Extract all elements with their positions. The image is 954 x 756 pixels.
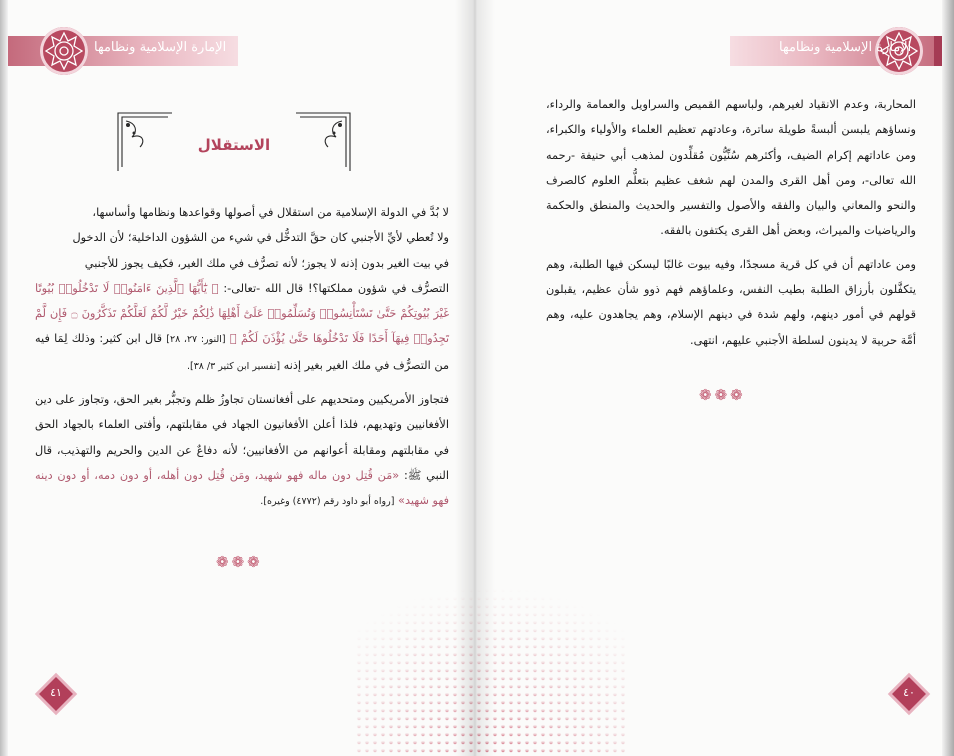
section-separator: ❁❁❁ [699, 386, 746, 404]
section-separator: ❁❁❁ [216, 553, 263, 571]
rosette-icon [40, 27, 88, 75]
chapter-title: الاستقلال [197, 136, 271, 154]
book-gutter-shadow [455, 0, 495, 756]
quran-verse: ﴿ يَٰٓأَيُّهَا ٱلَّذِينَ ءَامَنُوا۟ لَا تَدْخُلُوا۟ بُيُوتًا غَيْرَ بُيُوتِكُمْ حَتَّىٰ تَسْتَأْنِسُوا۟ وَتُسَلِّمُوا۟ عَلَىٰٓ أَهْلِهَا ذَٰلِكُمْ خَيْرٌ لَّكُمْ لَعَلَّكُمْ تَذَكَّرُونَ ۝ فَإِن لَّمْ تَجِدُوا۟ فِيهَآ أَحَدًا فَلَا تَدْخُلُوهَا حَتَّىٰ يُؤْذَنَ لَكُمْ ﴾ [35, 281, 450, 346]
paragraph: ومن عاداتهم أن في كل قرية مسجدًا، وفيه بيوت غالبًا ليسكن فيها الطلبة، وهم يتكفَّلون بأرزاق الطلبة بطيب النفس، وعلماؤهم فهم ذوو شأن عظيم، يقبلون قولهم في أمور دينهم، ولهم شدة في دينهم الإسلام، وهم يجاهدون عليه، وهم أمَّة حربية لا يدينون لسلطة الأجنبي عليهم، انتهى. [546, 257, 916, 347]
left-page [8, 0, 458, 756]
running-header: الإمارة الإسلامية ونظامها [94, 40, 227, 55]
header-tab [934, 36, 942, 66]
body-line: ولا تُعطي لأيِّ الأجنبي كان حقَّ التدخُّل في شيء من الشؤون الداخلية؛ لأن الدخول [72, 231, 449, 245]
page-number: ٤٠ [903, 686, 915, 699]
paragraph-text: فتجاوز الأمريكيين ومتحديهم على أفغانستان تجاوزُ ظلم وتجبُّر بغير الحق، وتجاوز على دين الأفغانيين وتهديهم، فلذا أعلن الأفغانيون الجهاد في مقابلتهم، وأفتى العلماء بالجهاد الحق في مقابلتهم ومقابلة أعوانهم من الأفغانيين؛ لأنه دفاعٌ عن الدين والحريم والتهذيب، قال النبي ﷺ: [35, 393, 449, 482]
right-page [497, 0, 942, 756]
body-line: لا بُدَّ في الدولة الإسلامية من استقلال في أصولها وقواعدها ونظامها وأساسها، [92, 206, 449, 219]
left-body-text [35, 200, 449, 515]
verse-paragraph [35, 276, 449, 379]
hadith-quote: «مَن قُتِل دون ماله فهو شهيد، ومَن قُتِل دون أهله، أو دون دمه، أو دون دينه فهو شهيد» [35, 468, 449, 508]
paragraph [35, 387, 449, 514]
ibn-kathir-quote: قال ابن كثير: وذلك لِمَا فيه من التصرُّف في ملك الغير بغير إذنه [35, 332, 449, 372]
page-edge-left [0, 0, 8, 756]
tafsir-citation: [تفسير ابن كثير ٣/ ٣٨]. [186, 360, 281, 372]
verse-citation: [النور: ٢٧، ٢٨] [166, 334, 226, 346]
title-frame [112, 107, 356, 173]
running-header: الإمارة الإسلامية ونظامها [779, 40, 912, 55]
body-line: في بيت الغير بدون إذنه لا يجوز؛ لأنه تصرُّف في ملك الغير، فكيف يجوز للأجنبي [84, 256, 449, 270]
right-body-text [546, 92, 916, 353]
hadith-citation: [رواه أبو داود رقم (٤٧٧٢) وغيره]. [260, 496, 395, 508]
page-number: ٤١ [50, 686, 62, 699]
paragraph: المحاربة، وعدم الانقياد لغيرهم، ولباسهم القميص والسراويل والعمامة والرداء، ونساؤهم يلبسن ألبسةً طويلة ساترة، وعادتهم تعظيم العلماء والأولياء والكبراء، ومن عاداتهم إكرام الضيف، وأكثرهم سُنِّيُّون مُقلِّدون لمذهب أبي حنيفة -رحمه الله تعالى-، ومن أهل القرى والمدن لهم شغف عظيم بتعلُّم العلوم كالصرف والنحو والمعاني والبيان والفقه والأصول والتفسير والحديث والمنطق والحكمة والرياضيات والميراث، وبعض أهل القرى يكتفون بالفقه. [546, 98, 916, 238]
page-number-badge [39, 677, 73, 711]
page-edge-right [942, 0, 954, 756]
page-number-badge [892, 677, 926, 711]
body-line: التصرُّف في شؤون مملكتها؟! قال الله -تعالى-: [223, 281, 450, 295]
